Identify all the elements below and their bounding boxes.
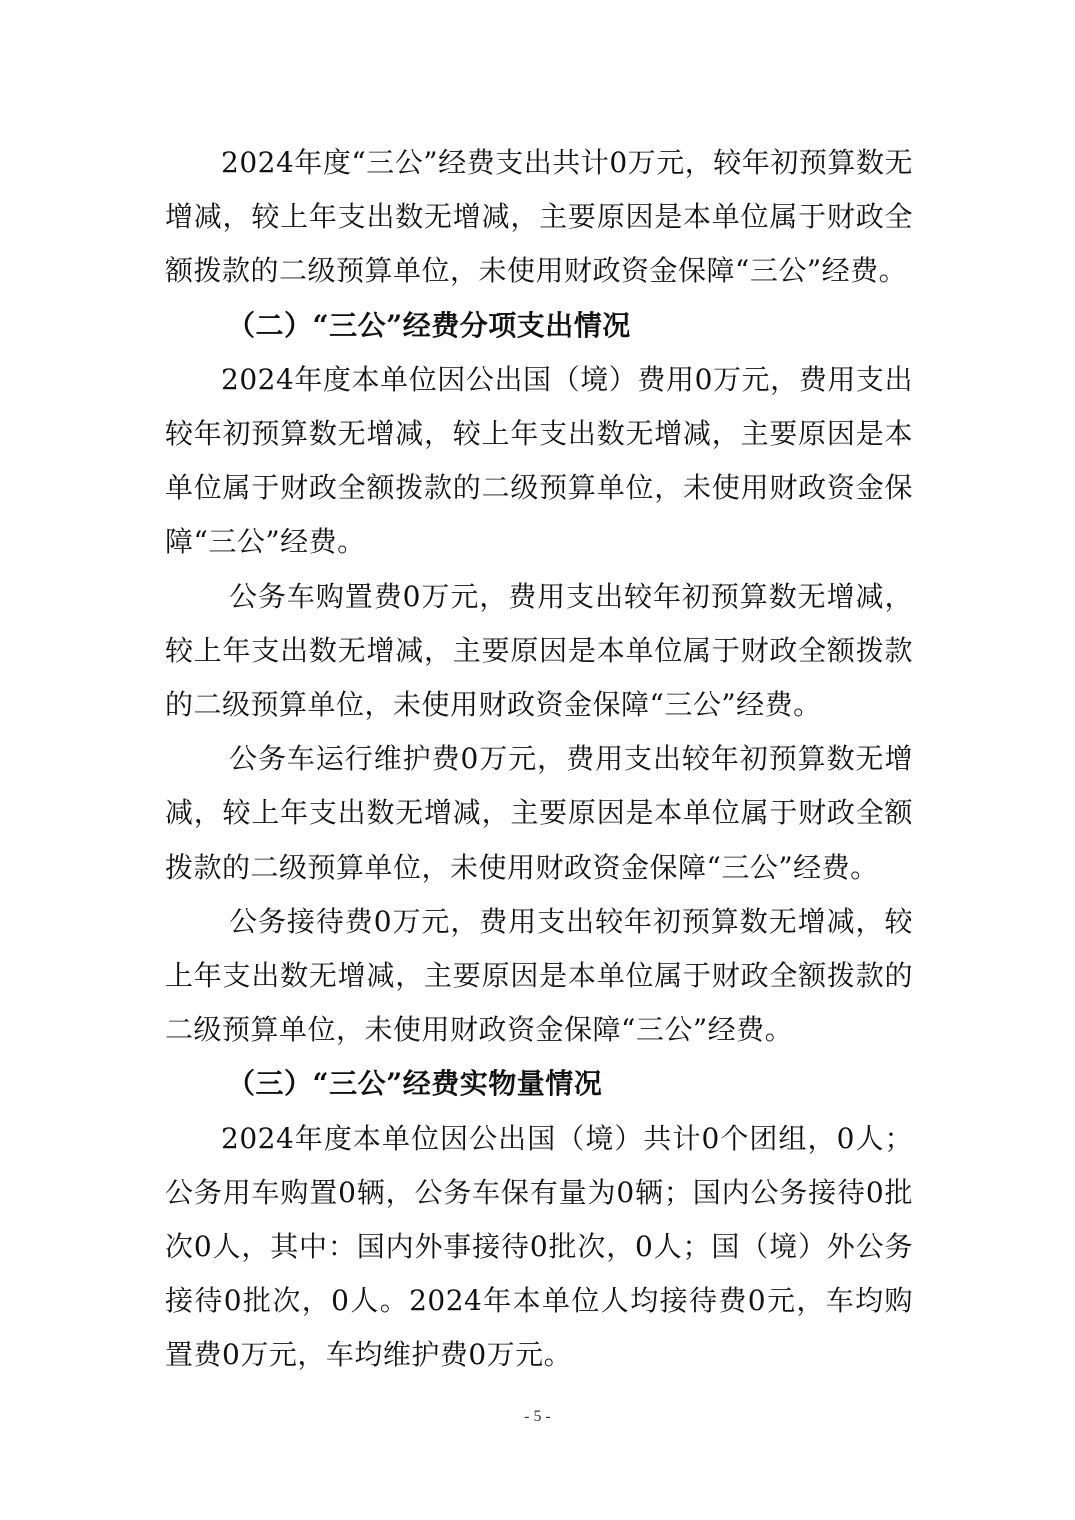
section-heading-physical-quantity: （三）“三公”经费实物量情况 — [227, 1067, 603, 1101]
paragraph-total-expenditure: 2024年度“三公”经费支出共计0万元，较年初预算数无增减，较上年支出数无增减，主要原因是本单位属于财政全额拨款的二级预算单位，未使用财政资金保障“三公”经费。 — [165, 146, 913, 288]
paragraph-physical-quantity: 2024年度本单位因公出国（境）共计0个团组，0人；公务用车购置0辆，公务车保有量为0辆；国内公务接待0批次0人，其中：国内外事接待0批次，0人；国（境）外公务接待0批次，0人。2024年本单位人均接待费0元，车均购置费0万元，车均维护费0万元。 — [165, 1121, 913, 1372]
page-number: - 5 - — [524, 1408, 551, 1425]
paragraph-vehicle-maintenance: 公务车运行维护费0万元，费用支出较年初预算数无增减，较上年支出数无增减，主要原因是本单位属于财政全额拨款的二级预算单位，未使用财政资金保障“三公”经费。 — [165, 742, 913, 884]
document-body — [165, 136, 913, 1383]
paragraph-official-reception: 公务接待费0万元，费用支出较年初预算数无增减，较上年支出数无增减，主要原因是本单位属于财政全额拨款的二级预算单位，未使用财政资金保障“三公”经费。 — [165, 904, 913, 1047]
paragraph-vehicle-purchase: 公务车购置费0万元，费用支出较年初预算数无增减，较上年支出数无增减，主要原因是本单位属于财政全额拨款的二级预算单位，未使用财政资金保障“三公”经费。 — [165, 579, 913, 722]
section-heading-itemized-expenditure: （二）“三公”经费分项支出情况 — [227, 308, 631, 342]
paragraph-overseas-travel: 2024年度本单位因公出国（境）费用0万元，费用支出较年初预算数无增减，较上年支出数无增减，主要原因是本单位属于财政全额拨款的二级预算单位，未使用财政资金保障“三公”经费。 — [165, 362, 913, 559]
